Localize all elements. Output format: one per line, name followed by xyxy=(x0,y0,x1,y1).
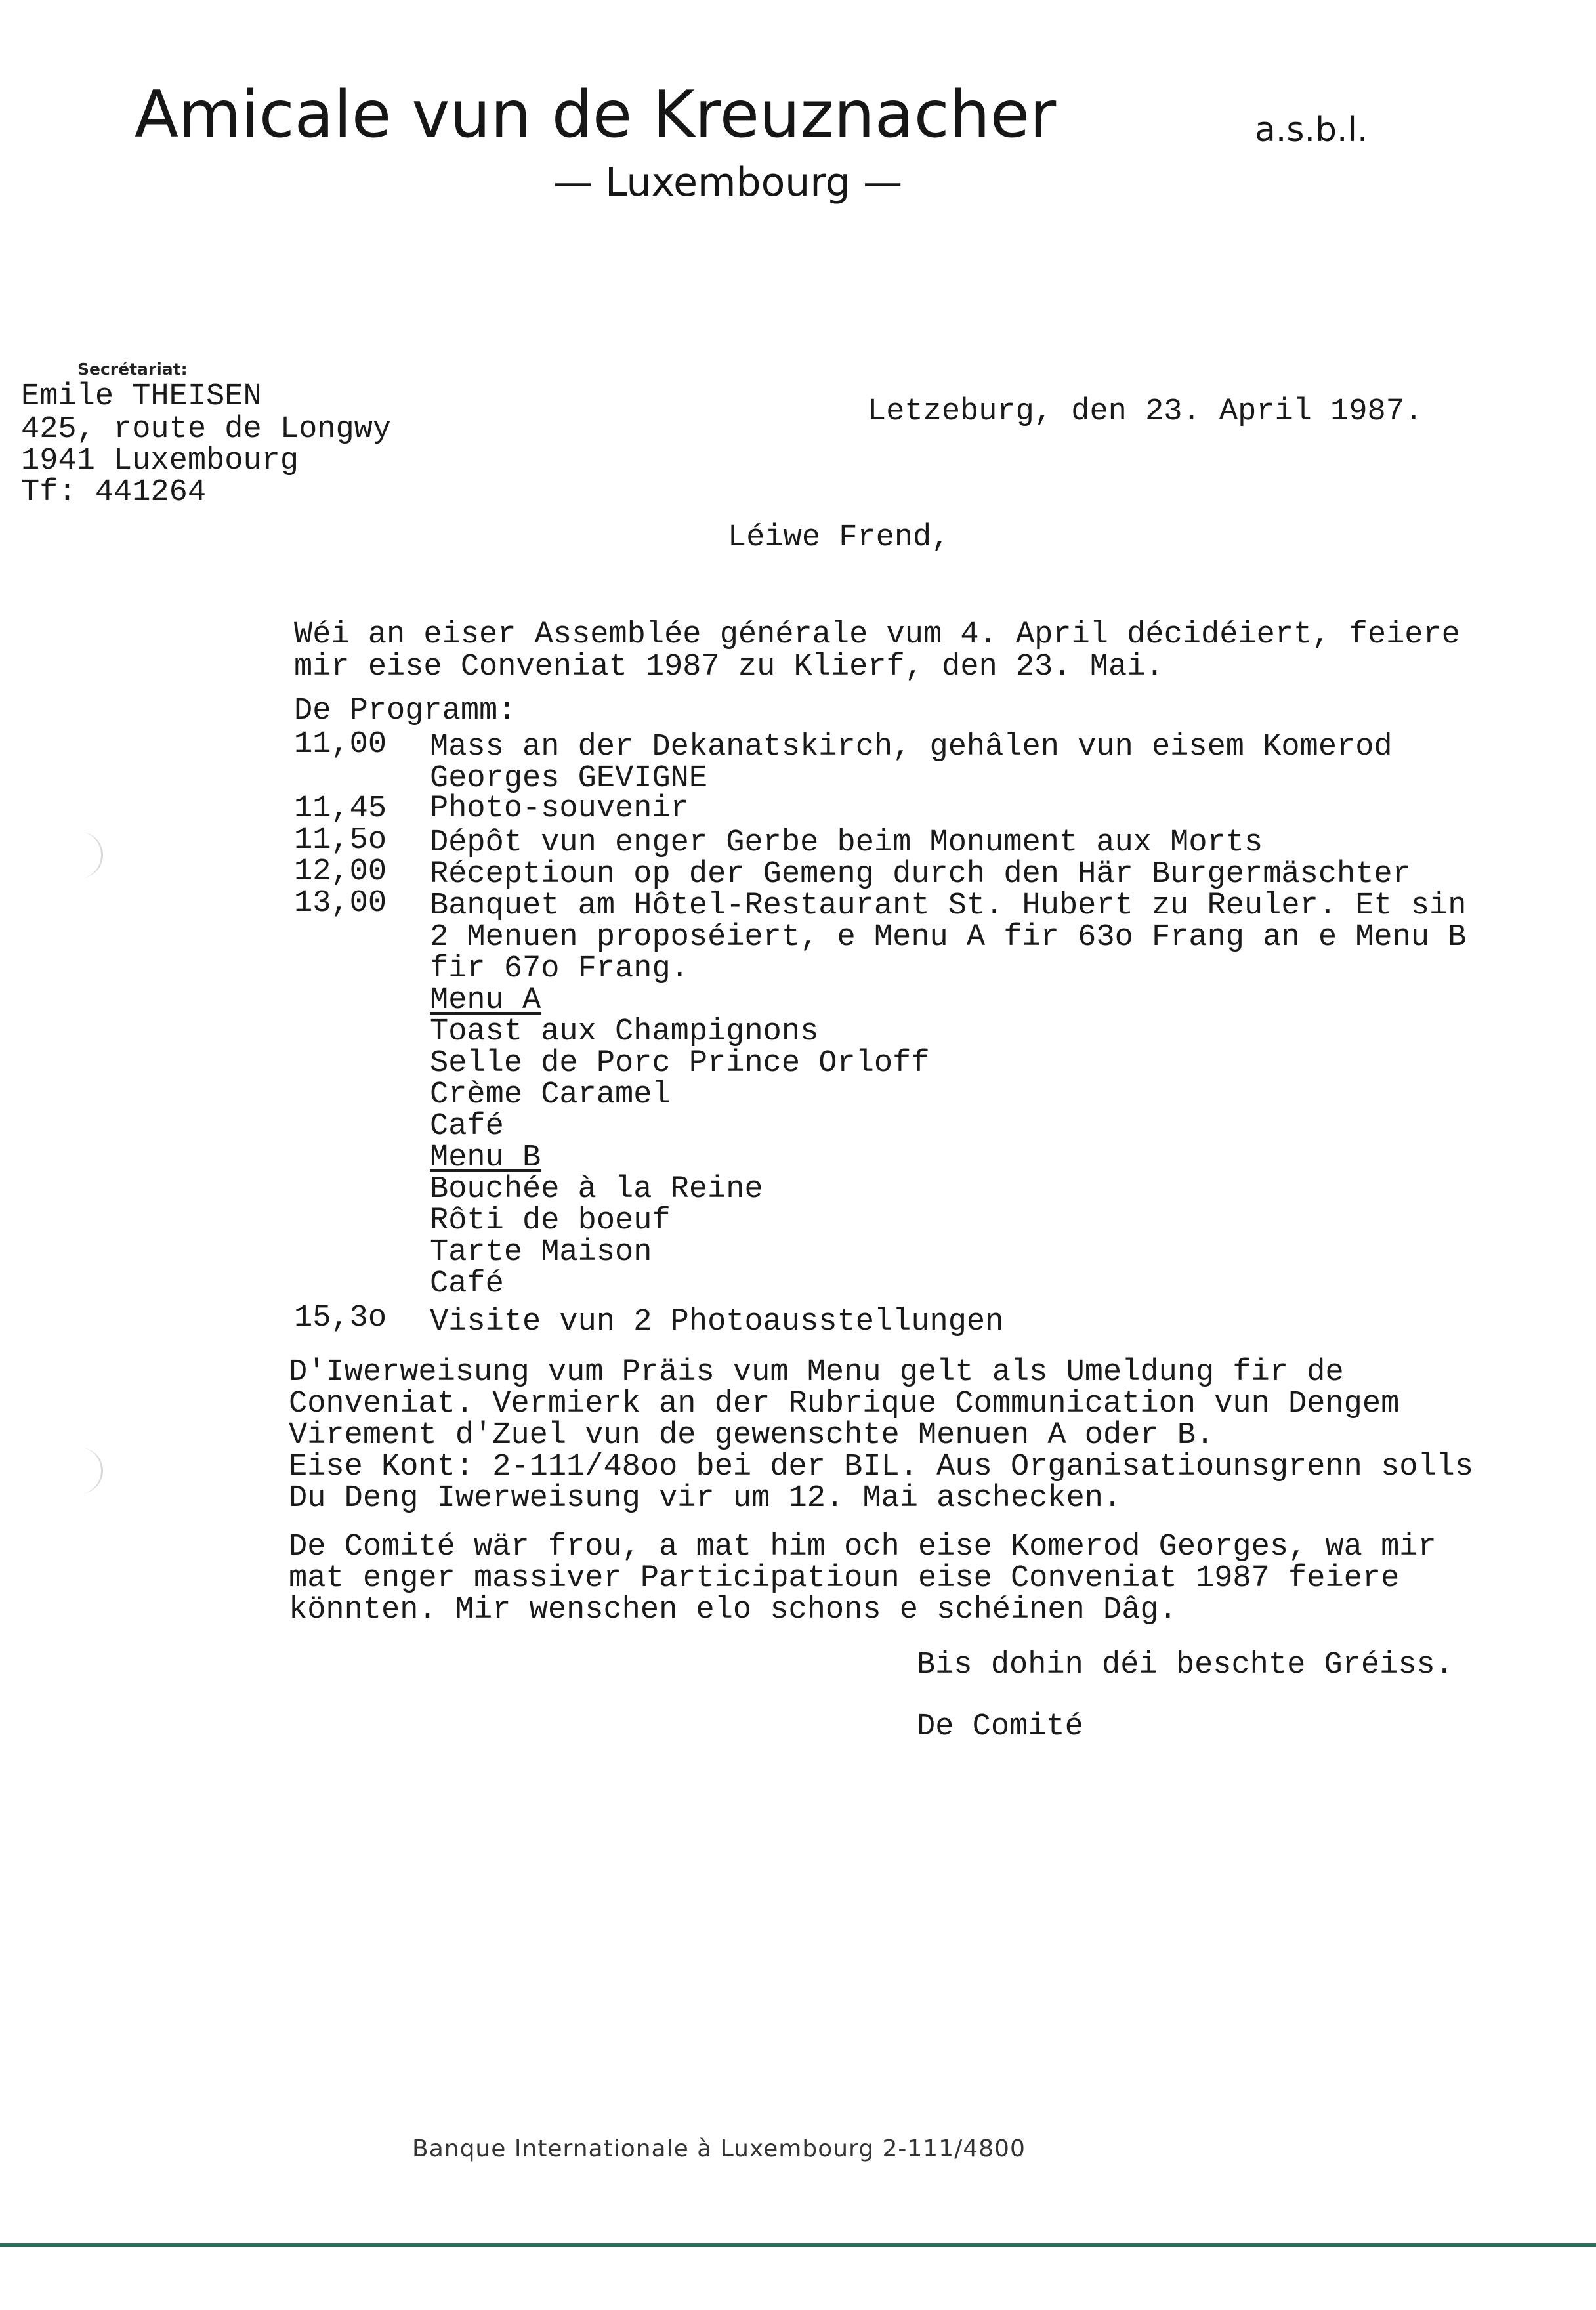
program-item-text: fir 67o Frang. xyxy=(430,952,689,986)
program-item-text: Mass an der Dekanatskirch, gehâlen vun eisem Komerod xyxy=(430,730,1393,765)
menu-b-dish: Bouchée à la Reine xyxy=(430,1172,763,1207)
program-item-text: Banquet am Hôtel-Restaurant St. Hubert zu Reuler. Et sin xyxy=(430,889,1467,923)
program-time: 12,00 xyxy=(294,854,387,889)
program-item-text: Dépôt vun enger Gerbe beim Monument aux Morts xyxy=(430,826,1263,860)
punch-hole-mark xyxy=(71,832,103,878)
payment-line: D'Iwerweisung vum Präis vum Menu gelt als Umeldung fir de xyxy=(289,1355,1344,1390)
organization-name: Amicale vun de Kreuznacher xyxy=(135,77,1057,152)
program-time: 11,5o xyxy=(294,823,387,858)
menu-b-dish: Rôti de boeuf xyxy=(430,1204,671,1238)
letterhead xyxy=(0,0,1596,236)
sender-label: Secrétariat: xyxy=(77,360,188,379)
menu-b-title: Menu B xyxy=(430,1141,541,1175)
organization-city: — Luxembourg — xyxy=(553,159,903,205)
punch-hole-mark xyxy=(71,1448,103,1494)
intro-line-1: Wéi an eiser Assemblée générale vum 4. April décidéiert, feiere xyxy=(294,618,1460,652)
closing-line: mat enger massiver Participatioun eise Conveniat 1987 feiere xyxy=(289,1561,1400,1596)
signature: De Comité xyxy=(917,1710,1083,1744)
program-time: 13,00 xyxy=(294,886,387,921)
letter-date: Letzeburg, den 23. April 1987. xyxy=(868,394,1423,429)
closing-line: könnten. Mir wenschen elo schons e schéinen Dâg. xyxy=(289,1593,1177,1628)
program-heading: De Programm: xyxy=(294,694,516,728)
payment-line: Du Deng Iwerweisung vir um 12. Mai aschecken. xyxy=(289,1481,1122,1516)
payment-line: Virement d'Zuel vun de gewenschte Menuen A oder B. xyxy=(289,1418,1215,1453)
sender-street: 425, route de Longwy xyxy=(21,412,392,447)
program-item-text: Georges GEVIGNE xyxy=(430,761,708,796)
program-time: 11,45 xyxy=(294,791,387,826)
menu-a-dish: Selle de Porc Prince Orloff xyxy=(430,1046,930,1081)
bottom-rule xyxy=(0,2243,1596,2247)
menu-b-dish: Tarte Maison xyxy=(430,1235,652,1270)
organization-suffix: a.s.b.l. xyxy=(1255,110,1368,150)
sender-name: Emile THEISEN xyxy=(21,379,262,414)
sender-postal-city: 1941 Luxembourg xyxy=(21,444,299,478)
program-item-text: 2 Menuen proposéiert, e Menu A fir 63o Frang an e Menu B xyxy=(430,920,1467,955)
menu-a-dish: Crème Caramel xyxy=(430,1078,671,1112)
menu-b-dish: Café xyxy=(430,1267,504,1301)
greeting: Bis dohin déi beschte Gréiss. xyxy=(917,1648,1454,1683)
closing-line: De Comité wär frou, a mat him och eise Komerod Georges, wa mir xyxy=(289,1530,1437,1564)
payment-line: Eise Kont: 2-111/48oo bei der BIL. Aus Organisatiounsgrenn solls xyxy=(289,1450,1474,1484)
program-item-text: Photo-souvenir xyxy=(430,791,689,826)
salutation: Léiwe Frend, xyxy=(728,520,950,555)
intro-line-2: mir eise Conveniat 1987 zu Klierf, den 23. Mai. xyxy=(294,650,1164,684)
footer-bank-details: Banque Internationale à Luxembourg 2-111/4800 xyxy=(412,2135,1026,2162)
program-time: 15,3o xyxy=(294,1301,387,1335)
program-item-text: Visite vun 2 Photoausstellungen xyxy=(430,1305,1004,1339)
payment-line: Conveniat. Vermierk an der Rubrique Communication vun Dengem xyxy=(289,1387,1400,1421)
menu-a-dish: Toast aux Champignons xyxy=(430,1015,819,1049)
menu-a-dish: Café xyxy=(430,1109,504,1144)
menu-a-title: Menu A xyxy=(430,983,541,1018)
program-item-text: Réceptioun op der Gemeng durch den Här Burgermäschter xyxy=(430,857,1411,892)
program-time: 11,00 xyxy=(294,727,387,762)
sender-phone: Tf: 441264 xyxy=(21,475,207,510)
